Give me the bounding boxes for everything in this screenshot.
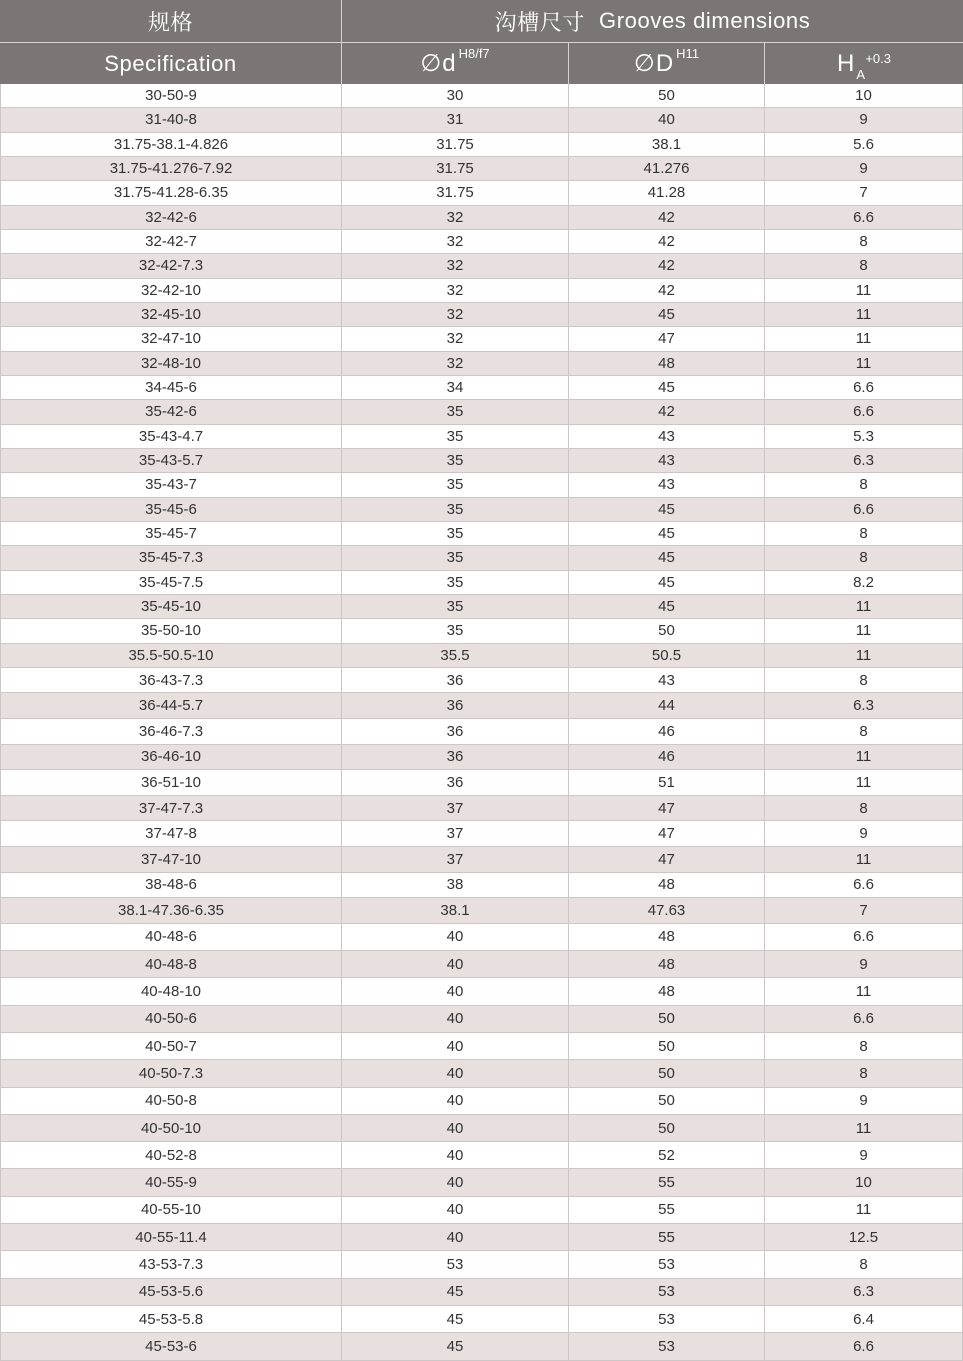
D-value-cell: 50 — [569, 1033, 765, 1059]
HA-value-cell: 6.3 — [765, 693, 963, 718]
spec-cell: 43-53-7.3 — [0, 1251, 342, 1277]
HA-value-cell: 11 — [765, 1115, 963, 1141]
table-header — [0, 0, 963, 84]
table-row — [0, 1279, 963, 1306]
table-body — [0, 84, 963, 1361]
D-value-cell: 50 — [569, 84, 765, 107]
HA-value-cell: 8 — [765, 522, 963, 545]
table-row — [0, 327, 963, 351]
HA-value-cell: 6.6 — [765, 498, 963, 521]
D-value-cell: 52 — [569, 1142, 765, 1168]
table-row — [0, 1088, 963, 1115]
spec-cell: 35-42-6 — [0, 400, 342, 423]
D-value-cell: 41.276 — [569, 157, 765, 180]
header-grooves-zh: 沟槽尺寸 — [494, 9, 586, 35]
spec-cell: 35.5-50.5-10 — [0, 644, 342, 667]
d-value-cell: 35 — [342, 449, 569, 472]
table-row — [0, 898, 963, 924]
header-grooves-title — [342, 0, 963, 42]
d-value-cell: 32 — [342, 352, 569, 375]
HA-value-cell: 6.3 — [765, 1279, 963, 1305]
d-value-cell: 40 — [342, 1197, 569, 1223]
D-value-cell: 53 — [569, 1306, 765, 1332]
HA-value-cell: 10 — [765, 84, 963, 107]
D-value-cell: 43 — [569, 668, 765, 693]
spec-cell: 36-43-7.3 — [0, 668, 342, 693]
D-value-cell: 46 — [569, 719, 765, 744]
spec-cell: 36-46-10 — [0, 745, 342, 770]
HA-value-cell: 8 — [765, 254, 963, 277]
table-row — [0, 796, 963, 822]
D-value-cell: 48 — [569, 951, 765, 977]
HA-value-cell: 8 — [765, 719, 963, 744]
table-row — [0, 522, 963, 546]
D-value-cell: 45 — [569, 376, 765, 399]
table-row — [0, 498, 963, 522]
d-value-cell: 40 — [342, 1169, 569, 1195]
D-value-cell: 55 — [569, 1169, 765, 1195]
spec-cell: 35-43-5.7 — [0, 449, 342, 472]
table-row — [0, 719, 963, 745]
spec-cell: 36-51-10 — [0, 770, 342, 795]
d-value-cell: 32 — [342, 254, 569, 277]
spec-cell: 35-45-7 — [0, 522, 342, 545]
spec-cell: 30-50-9 — [0, 84, 342, 107]
table-row — [0, 1197, 963, 1224]
D-value-cell: 41.28 — [569, 181, 765, 204]
D-value-cell: 40 — [569, 108, 765, 131]
D-value-cell: 50 — [569, 1060, 765, 1086]
table-row — [0, 1142, 963, 1169]
d-value-cell: 35 — [342, 619, 569, 642]
D-value-cell: 47.63 — [569, 898, 765, 923]
d-value-cell: 45 — [342, 1333, 569, 1359]
HA-value-cell: 5.6 — [765, 133, 963, 156]
header-spec-zh: 规格 — [0, 0, 342, 42]
table-row — [0, 1224, 963, 1251]
HA-value-cell: 8.2 — [765, 571, 963, 594]
table-row — [0, 821, 963, 847]
d-value-cell: 31.75 — [342, 181, 569, 204]
HA-value-cell: 6.3 — [765, 449, 963, 472]
HA-value-cell: 9 — [765, 1142, 963, 1168]
D-value-cell: 47 — [569, 847, 765, 872]
HA-value-cell: 9 — [765, 108, 963, 131]
D-value-cell: 50.5 — [569, 644, 765, 667]
HA-value-cell: 9 — [765, 157, 963, 180]
HA-value-cell: 11 — [765, 1197, 963, 1223]
spec-cell: 37-47-7.3 — [0, 796, 342, 821]
spec-cell: 31.75-41.28-6.35 — [0, 181, 342, 204]
spec-cell: 32-42-7.3 — [0, 254, 342, 277]
spec-cell: 40-50-8 — [0, 1088, 342, 1114]
table-row — [0, 1033, 963, 1060]
d-value-cell: 35 — [342, 425, 569, 448]
d-value-cell: 32 — [342, 230, 569, 253]
header-col-HA-subscript: A — [856, 67, 865, 82]
D-value-cell: 45 — [569, 498, 765, 521]
d-value-cell: 31.75 — [342, 133, 569, 156]
d-value-cell: 35 — [342, 595, 569, 618]
spec-cell: 45-53-5.8 — [0, 1306, 342, 1332]
d-value-cell: 37 — [342, 796, 569, 821]
D-value-cell: 48 — [569, 978, 765, 1004]
HA-value-cell: 8 — [765, 668, 963, 693]
D-value-cell: 53 — [569, 1251, 765, 1277]
table-row — [0, 376, 963, 400]
d-value-cell: 37 — [342, 847, 569, 872]
HA-value-cell: 8 — [765, 230, 963, 253]
spec-cell: 35-43-4.7 — [0, 425, 342, 448]
spec-cell: 32-45-10 — [0, 303, 342, 326]
header-col-D-tolerance: H11 — [676, 46, 700, 61]
HA-value-cell: 8 — [765, 1251, 963, 1277]
header-col-D-symbol: ∅D — [633, 50, 675, 77]
table-row — [0, 924, 963, 951]
d-value-cell: 35 — [342, 400, 569, 423]
table-row — [0, 279, 963, 303]
table-row — [0, 847, 963, 873]
spec-cell: 32-42-10 — [0, 279, 342, 302]
table-row — [0, 473, 963, 497]
HA-value-cell: 6.6 — [765, 924, 963, 950]
table-row — [0, 1306, 963, 1333]
HA-value-cell: 8 — [765, 796, 963, 821]
d-value-cell: 40 — [342, 1088, 569, 1114]
D-value-cell: 45 — [569, 571, 765, 594]
table-row — [0, 951, 963, 978]
D-value-cell: 42 — [569, 230, 765, 253]
d-value-cell: 35 — [342, 546, 569, 569]
D-value-cell: 55 — [569, 1224, 765, 1250]
spec-cell: 40-50-10 — [0, 1115, 342, 1141]
spec-cell: 37-47-8 — [0, 821, 342, 846]
spec-cell: 38-48-6 — [0, 873, 342, 898]
spec-cell: 32-48-10 — [0, 352, 342, 375]
HA-value-cell: 6.6 — [765, 206, 963, 229]
d-value-cell: 37 — [342, 821, 569, 846]
header-col-HA — [765, 43, 963, 84]
spec-cell: 31.75-41.276-7.92 — [0, 157, 342, 180]
HA-value-cell: 6.6 — [765, 400, 963, 423]
spec-cell: 31.75-38.1-4.826 — [0, 133, 342, 156]
HA-value-cell: 11 — [765, 619, 963, 642]
D-value-cell: 46 — [569, 745, 765, 770]
d-value-cell: 40 — [342, 1033, 569, 1059]
header-grooves-en: Grooves dimensions — [599, 8, 811, 33]
spec-cell: 40-52-8 — [0, 1142, 342, 1168]
table-row — [0, 425, 963, 449]
table-row — [0, 978, 963, 1005]
table-row — [0, 873, 963, 899]
D-value-cell: 48 — [569, 352, 765, 375]
table-row — [0, 181, 963, 205]
spec-cell: 32-47-10 — [0, 327, 342, 350]
HA-value-cell: 9 — [765, 821, 963, 846]
header-row-1 — [0, 0, 963, 43]
spec-cell: 37-47-10 — [0, 847, 342, 872]
table-row — [0, 595, 963, 619]
d-value-cell: 31.75 — [342, 157, 569, 180]
table-row — [0, 1169, 963, 1196]
table-row — [0, 400, 963, 424]
spec-cell: 34-45-6 — [0, 376, 342, 399]
header-col-d-symbol: ∅d — [420, 50, 457, 77]
spec-cell: 40-48-10 — [0, 978, 342, 1004]
HA-value-cell: 8 — [765, 1060, 963, 1086]
d-value-cell: 40 — [342, 1224, 569, 1250]
table-row — [0, 770, 963, 796]
d-value-cell: 40 — [342, 951, 569, 977]
spec-cell: 40-50-6 — [0, 1006, 342, 1032]
spec-cell: 35-45-7.5 — [0, 571, 342, 594]
d-value-cell: 35.5 — [342, 644, 569, 667]
d-value-cell: 40 — [342, 978, 569, 1004]
D-value-cell: 45 — [569, 522, 765, 545]
D-value-cell: 50 — [569, 1006, 765, 1032]
D-value-cell: 48 — [569, 873, 765, 898]
D-value-cell: 50 — [569, 1115, 765, 1141]
table-row — [0, 571, 963, 595]
HA-value-cell: 9 — [765, 1088, 963, 1114]
table-row — [0, 449, 963, 473]
D-value-cell: 43 — [569, 425, 765, 448]
d-value-cell: 32 — [342, 206, 569, 229]
HA-value-cell: 5.3 — [765, 425, 963, 448]
d-value-cell: 32 — [342, 303, 569, 326]
D-value-cell: 42 — [569, 279, 765, 302]
D-value-cell: 51 — [569, 770, 765, 795]
d-value-cell: 36 — [342, 770, 569, 795]
table-row — [0, 303, 963, 327]
HA-value-cell: 11 — [765, 303, 963, 326]
spec-cell: 32-42-6 — [0, 206, 342, 229]
spec-cell: 32-42-7 — [0, 230, 342, 253]
HA-value-cell: 8 — [765, 546, 963, 569]
table-row — [0, 230, 963, 254]
D-value-cell: 47 — [569, 327, 765, 350]
D-value-cell: 45 — [569, 546, 765, 569]
d-value-cell: 31 — [342, 108, 569, 131]
spec-cell: 40-50-7.3 — [0, 1060, 342, 1086]
table-row — [0, 133, 963, 157]
spec-cell: 40-55-10 — [0, 1197, 342, 1223]
HA-value-cell: 12.5 — [765, 1224, 963, 1250]
HA-value-cell: 11 — [765, 745, 963, 770]
spec-cell: 35-45-10 — [0, 595, 342, 618]
table-row — [0, 668, 963, 694]
table-row — [0, 84, 963, 108]
d-value-cell: 38.1 — [342, 898, 569, 923]
table-row — [0, 1251, 963, 1278]
header-col-HA-symbol: H — [836, 49, 856, 77]
d-value-cell: 40 — [342, 1115, 569, 1141]
spec-cell: 36-46-7.3 — [0, 719, 342, 744]
D-value-cell: 42 — [569, 254, 765, 277]
d-value-cell: 35 — [342, 498, 569, 521]
header-col-D — [569, 43, 765, 84]
d-value-cell: 38 — [342, 873, 569, 898]
HA-value-cell: 6.6 — [765, 1333, 963, 1359]
d-value-cell: 36 — [342, 719, 569, 744]
table-row — [0, 1115, 963, 1142]
d-value-cell: 35 — [342, 571, 569, 594]
table-row — [0, 254, 963, 278]
header-spec-en: Specification — [0, 43, 342, 84]
table-row — [0, 745, 963, 771]
d-value-cell: 32 — [342, 279, 569, 302]
spec-cell: 35-45-6 — [0, 498, 342, 521]
D-value-cell: 47 — [569, 821, 765, 846]
d-value-cell: 35 — [342, 522, 569, 545]
header-col-HA-tolerance: +0.3 — [865, 51, 891, 66]
D-value-cell: 55 — [569, 1197, 765, 1223]
spec-cell: 45-53-6 — [0, 1333, 342, 1359]
table-row — [0, 157, 963, 181]
d-value-cell: 40 — [342, 1142, 569, 1168]
HA-value-cell: 10 — [765, 1169, 963, 1195]
table-row — [0, 619, 963, 643]
spec-cell: 40-55-11.4 — [0, 1224, 342, 1250]
header-col-d — [342, 43, 569, 84]
HA-value-cell: 7 — [765, 181, 963, 204]
d-value-cell: 36 — [342, 668, 569, 693]
HA-value-cell: 6.6 — [765, 1006, 963, 1032]
spec-cell: 40-50-7 — [0, 1033, 342, 1059]
d-value-cell: 30 — [342, 84, 569, 107]
d-value-cell: 53 — [342, 1251, 569, 1277]
spec-cell: 45-53-5.6 — [0, 1279, 342, 1305]
HA-value-cell: 8 — [765, 1033, 963, 1059]
HA-value-cell: 6.4 — [765, 1306, 963, 1332]
header-col-d-tolerance: H8/f7 — [458, 46, 490, 61]
HA-value-cell: 11 — [765, 327, 963, 350]
spec-cell: 40-55-9 — [0, 1169, 342, 1195]
D-value-cell: 38.1 — [569, 133, 765, 156]
D-value-cell: 43 — [569, 449, 765, 472]
HA-value-cell: 7 — [765, 898, 963, 923]
d-value-cell: 36 — [342, 745, 569, 770]
HA-value-cell: 8 — [765, 473, 963, 496]
header-row-2 — [0, 43, 963, 84]
D-value-cell: 43 — [569, 473, 765, 496]
table-row — [0, 206, 963, 230]
d-value-cell: 40 — [342, 924, 569, 950]
HA-value-cell: 11 — [765, 644, 963, 667]
D-value-cell: 42 — [569, 206, 765, 229]
spec-cell: 40-48-6 — [0, 924, 342, 950]
D-value-cell: 44 — [569, 693, 765, 718]
spec-cell: 31-40-8 — [0, 108, 342, 131]
HA-value-cell: 11 — [765, 770, 963, 795]
D-value-cell: 47 — [569, 796, 765, 821]
d-value-cell: 40 — [342, 1060, 569, 1086]
HA-value-cell: 11 — [765, 595, 963, 618]
D-value-cell: 50 — [569, 1088, 765, 1114]
table-row — [0, 546, 963, 570]
HA-value-cell: 6.6 — [765, 376, 963, 399]
spec-cell: 38.1-47.36-6.35 — [0, 898, 342, 923]
D-value-cell: 45 — [569, 595, 765, 618]
d-value-cell: 45 — [342, 1279, 569, 1305]
D-value-cell: 50 — [569, 619, 765, 642]
HA-value-cell: 11 — [765, 978, 963, 1004]
table-row — [0, 644, 963, 668]
HA-value-cell: 6.6 — [765, 873, 963, 898]
table-row — [0, 1333, 963, 1360]
table-row — [0, 693, 963, 719]
spec-cell: 35-43-7 — [0, 473, 342, 496]
HA-value-cell: 11 — [765, 279, 963, 302]
D-value-cell: 53 — [569, 1333, 765, 1359]
HA-value-cell: 11 — [765, 847, 963, 872]
d-value-cell: 32 — [342, 327, 569, 350]
table-row — [0, 1006, 963, 1033]
D-value-cell: 53 — [569, 1279, 765, 1305]
spec-cell: 36-44-5.7 — [0, 693, 342, 718]
d-value-cell: 35 — [342, 473, 569, 496]
HA-value-cell: 9 — [765, 951, 963, 977]
spec-cell: 40-48-8 — [0, 951, 342, 977]
table-row — [0, 108, 963, 132]
HA-value-cell: 11 — [765, 352, 963, 375]
D-value-cell: 45 — [569, 303, 765, 326]
d-value-cell: 34 — [342, 376, 569, 399]
D-value-cell: 48 — [569, 924, 765, 950]
d-value-cell: 40 — [342, 1006, 569, 1032]
d-value-cell: 36 — [342, 693, 569, 718]
table-row — [0, 1060, 963, 1087]
table-row — [0, 352, 963, 376]
D-value-cell: 42 — [569, 400, 765, 423]
spec-cell: 35-50-10 — [0, 619, 342, 642]
d-value-cell: 45 — [342, 1306, 569, 1332]
spec-cell: 35-45-7.3 — [0, 546, 342, 569]
